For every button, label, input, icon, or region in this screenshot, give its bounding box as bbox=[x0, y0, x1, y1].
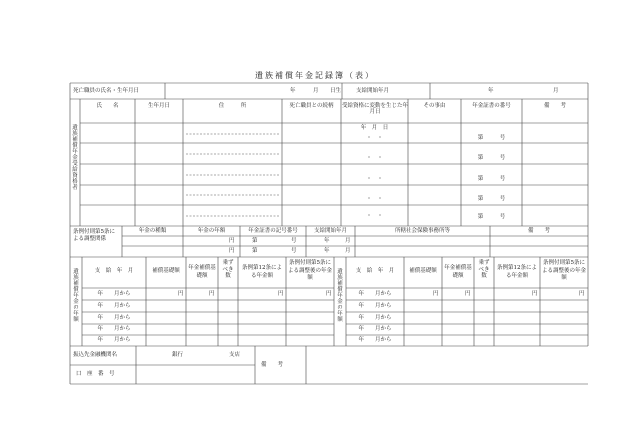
pay-right-row1: 年 月から bbox=[358, 291, 392, 297]
col-address: 住 所 bbox=[218, 103, 247, 109]
form-title: 遺族補償年金記録簿（表） bbox=[255, 71, 375, 80]
adj-row2-yen: 円 bbox=[229, 248, 235, 254]
col-name: 氏 名 bbox=[96, 103, 119, 109]
payments-side-label-left: 遺族補償年金の年額 bbox=[72, 268, 79, 322]
row5-date-dots: ・ ・ bbox=[366, 213, 383, 219]
bank-label: 振込先金融機関名 bbox=[73, 352, 118, 358]
adj-row2-year: 年 bbox=[324, 248, 330, 254]
payment-start-year: 年 bbox=[488, 88, 494, 94]
adj-col-annual-amount: 年金の年額 bbox=[197, 228, 226, 234]
payment-start-label: 支給開始年月 bbox=[356, 88, 390, 94]
pay-col-annual-base-left: 年金補償基礎額 bbox=[188, 265, 216, 280]
pay-right-yen-annual: 円 bbox=[465, 291, 471, 297]
recipients-side-label: 遺族補償年金受給資格者 bbox=[71, 124, 78, 190]
pay-right-yen-adjusted: 円 bbox=[579, 291, 585, 297]
pay-col-art12-right: 条例第12条による年金額 bbox=[497, 265, 537, 280]
deceased-born-day: 日生 bbox=[330, 88, 342, 94]
row1-date-format: 年 月 日 bbox=[360, 125, 389, 131]
row2-number: 第 号 bbox=[477, 155, 506, 161]
row3-number: 第 号 bbox=[477, 176, 506, 182]
pay-left-yen-annual: 円 bbox=[209, 291, 215, 297]
pay-left-yen-base: 円 bbox=[178, 291, 184, 297]
deceased-month: 月 bbox=[313, 88, 319, 94]
row3-date-dots: ・ ・ bbox=[366, 176, 383, 182]
col-certificate-no: 年金証書の番号 bbox=[472, 103, 511, 109]
deceased-label: 死亡職員の氏名・生年月日 bbox=[73, 88, 140, 94]
adjust-side-label: 条例付則第5条による調整関係 bbox=[73, 229, 115, 243]
pay-right-row4: 年 月から bbox=[358, 326, 392, 332]
adj-row2-month: 月 bbox=[345, 248, 351, 254]
pay-left-row5: 年 月から bbox=[97, 337, 131, 343]
bank-remarks-label: 備 考 bbox=[261, 362, 284, 368]
row4-date-dots: ・ ・ bbox=[366, 196, 383, 202]
col-relationship: 死亡職員との続柄 bbox=[289, 103, 334, 109]
row1-date-dots: ・ ・ bbox=[366, 135, 383, 141]
bank-suffix: 銀行 bbox=[172, 352, 184, 358]
branch-suffix: 支店 bbox=[229, 352, 241, 358]
adj-row1-go: 号 bbox=[291, 238, 297, 244]
pay-col-adjusted-right: 条例付則第5条による調整後の年金額 bbox=[542, 260, 587, 282]
pay-right-yen-base: 円 bbox=[433, 291, 439, 297]
col-remarks: 備 考 bbox=[543, 103, 566, 109]
pay-left-row1: 年 月から bbox=[97, 291, 131, 297]
adj-row1-yen: 円 bbox=[229, 238, 235, 244]
pay-col-multiplier-right: 乗ずべき数 bbox=[478, 260, 490, 280]
col-reason: その事由 bbox=[423, 103, 446, 109]
adj-col-remarks: 備 考 bbox=[527, 228, 550, 234]
row2-date-dots: ・ ・ bbox=[366, 155, 383, 161]
pay-right-row5: 年 月から bbox=[358, 337, 392, 343]
col-birthdate: 生年月日 bbox=[147, 103, 170, 109]
pay-left-row2: 年 月から bbox=[97, 303, 131, 309]
pay-col-base-left: 補償基礎額 bbox=[152, 268, 180, 274]
pay-right-row3: 年 月から bbox=[358, 315, 392, 321]
adj-row2-go: 号 bbox=[291, 248, 297, 254]
pay-col-annual-base-right: 年金補償基礎額 bbox=[444, 265, 472, 280]
adj-row1-month: 月 bbox=[345, 238, 351, 244]
pay-col-adjusted-left: 条例付則第5条による調整後の年金額 bbox=[288, 260, 333, 282]
pay-right-row2: 年 月から bbox=[358, 303, 392, 309]
adj-row1-dai: 第 bbox=[252, 238, 258, 244]
deceased-year: 年 bbox=[290, 88, 296, 94]
pay-right-yen-art12: 円 bbox=[532, 291, 538, 297]
pay-col-month-right: 支 給 年 月 bbox=[355, 268, 395, 274]
pay-left-row4: 年 月から bbox=[97, 326, 131, 332]
pay-col-base-right: 補償基礎額 bbox=[409, 268, 437, 274]
row5-number: 第 号 bbox=[477, 214, 506, 220]
col-change-date: 受給資格に変動を生じた年月日 bbox=[342, 103, 409, 116]
adj-col-start: 支給開始年月 bbox=[313, 228, 347, 234]
pay-left-yen-art12: 円 bbox=[278, 291, 284, 297]
row4-number: 第 号 bbox=[477, 196, 506, 202]
row1-number: 第 号 bbox=[477, 135, 506, 141]
pay-col-month-left: 支 給 年 月 bbox=[94, 268, 134, 274]
pay-col-art12-left: 条例第12条による年金額 bbox=[242, 265, 282, 280]
adj-col-office: 所轄社会保険事務所等 bbox=[394, 228, 450, 234]
pay-col-multiplier-left: 乗ずべき数 bbox=[222, 260, 234, 280]
adj-col-pension-type: 年金の種類 bbox=[138, 228, 167, 234]
pay-left-row3: 年 月から bbox=[97, 315, 131, 321]
adj-row1-year: 年 bbox=[324, 238, 330, 244]
adj-col-cert-code: 年金証書の記号番号 bbox=[248, 228, 298, 234]
payments-side-label-right: 遺族補償年金の年額 bbox=[336, 268, 343, 322]
pay-left-yen-adjusted: 円 bbox=[326, 291, 332, 297]
adj-row2-dai: 第 bbox=[252, 248, 258, 254]
payment-start-month: 月 bbox=[553, 88, 559, 94]
account-number-label: 口 座 番 号 bbox=[76, 371, 115, 377]
